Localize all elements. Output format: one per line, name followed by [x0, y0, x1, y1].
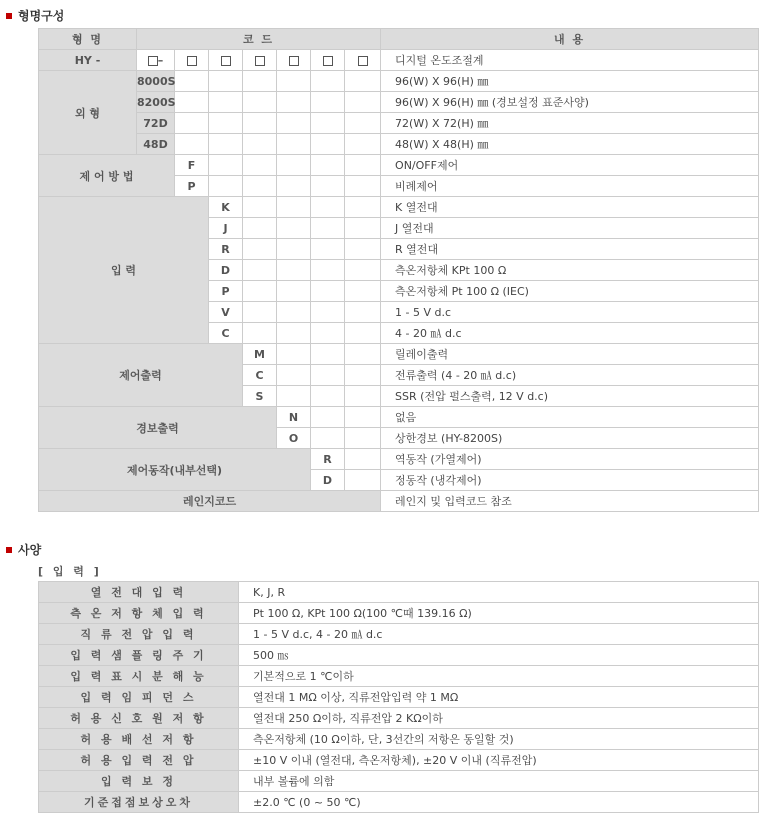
- empty-box-icon: [255, 56, 265, 66]
- spec-value: K, J, R: [239, 582, 759, 603]
- spec-value: 열전대 1 MΩ 이상, 직류전압입력 약 1 MΩ: [239, 687, 759, 708]
- code-cell: C: [209, 323, 243, 344]
- code-cell: R: [311, 449, 345, 470]
- code-cell: O: [277, 428, 311, 449]
- desc-cell: J 열전대: [381, 218, 759, 239]
- spec-row: [39, 666, 759, 687]
- code-cell: 8000S: [137, 71, 175, 92]
- spec-value: 기본적으로 1 ℃이하: [239, 666, 759, 687]
- section-title-model-text: 형명구성: [18, 9, 65, 23]
- code-cell: K: [209, 197, 243, 218]
- desc-cell: 1 - 5 V d.c: [381, 302, 759, 323]
- spec-key: 열 전 대 입 력: [39, 582, 239, 603]
- code-cell: R: [209, 239, 243, 260]
- code-cell: V: [209, 302, 243, 323]
- table-row: [39, 71, 759, 92]
- hy-code-7: [345, 50, 381, 71]
- code-cell: 72D: [137, 113, 175, 134]
- spec-row: [39, 750, 759, 771]
- group-action: 제어동작(내부선택): [39, 449, 311, 491]
- desc-cell: 96(W) X 96(H) ㎜ (경보설정 표준사양): [381, 92, 759, 113]
- desc-cell: 정동작 (냉각제어): [381, 470, 759, 491]
- desc-cell: 48(W) X 48(H) ㎜: [381, 134, 759, 155]
- spec-row: [39, 792, 759, 813]
- hy-desc: 디지털 온도조절계: [381, 50, 759, 71]
- spec-value: ±10 V 이내 (열전대, 측온저항체), ±20 V 이내 (직류전압): [239, 750, 759, 771]
- spec-value: 열전대 250 Ω이하, 직류전압 2 KΩ이하: [239, 708, 759, 729]
- desc-cell: 96(W) X 96(H) ㎜: [381, 71, 759, 92]
- empty-box-icon: [358, 56, 368, 66]
- spec-value: ±2.0 ℃ (0 ~ 50 ℃): [239, 792, 759, 813]
- hy-code-3: [209, 50, 243, 71]
- desc-cell: K 열전대: [381, 197, 759, 218]
- hy-code-2: [175, 50, 209, 71]
- table-row: [39, 407, 759, 428]
- spec-row: [39, 603, 759, 624]
- header-code: 코 드: [137, 29, 381, 50]
- spec-key: 허 용 배 선 저 항: [39, 729, 239, 750]
- hy-code-6: [311, 50, 345, 71]
- desc-cell: 72(W) X 72(H) ㎜: [381, 113, 759, 134]
- section-title-spec: [6, 541, 41, 558]
- desc-cell: 측온저항체 KPt 100 Ω: [381, 260, 759, 281]
- spec-row: [39, 729, 759, 750]
- desc-cell: R 열전대: [381, 239, 759, 260]
- group-output: 제어출력: [39, 344, 243, 407]
- table-row: [39, 92, 759, 113]
- hy-code-4: [243, 50, 277, 71]
- hy-code-1: –: [137, 50, 175, 71]
- desc-cell: ON/OFF제어: [381, 155, 759, 176]
- spec-key: 직 류 전 압 입 력: [39, 624, 239, 645]
- code-cell: P: [209, 281, 243, 302]
- bullet-icon: [6, 547, 12, 553]
- hy-row: [39, 50, 759, 71]
- spec-key: 입 력 임 피 던 스: [39, 687, 239, 708]
- table-row: [39, 134, 759, 155]
- code-cell: F: [175, 155, 209, 176]
- desc-cell: 상한경보 (HY-8200S): [381, 428, 759, 449]
- spec-key: 입 력 표 시 분 해 능: [39, 666, 239, 687]
- bullet-icon: [6, 13, 12, 19]
- spec-row: [39, 645, 759, 666]
- spec-value: 1 - 5 V d.c, 4 - 20 ㎃ d.c: [239, 624, 759, 645]
- header-row: [39, 29, 759, 50]
- desc-cell: 전류출력 (4 - 20 ㎃ d.c): [381, 365, 759, 386]
- empty-box-icon: [323, 56, 333, 66]
- empty-box-icon: [289, 56, 299, 66]
- header-content: 내 용: [381, 29, 759, 50]
- desc-cell: 측온저항체 Pt 100 Ω (IEC): [381, 281, 759, 302]
- spec-subtitle: [ 입 력 ]: [38, 565, 102, 578]
- table-row: [39, 491, 759, 512]
- spec-key: 허 용 신 호 원 저 항: [39, 708, 239, 729]
- code-cell: N: [277, 407, 311, 428]
- spec-row: [39, 582, 759, 603]
- code-cell: D: [311, 470, 345, 491]
- desc-cell: 없음: [381, 407, 759, 428]
- spec-table: [38, 581, 759, 813]
- group-shape: 외 형: [39, 71, 137, 155]
- group-control: 제 어 방 법: [39, 155, 175, 197]
- spec-value: Pt 100 Ω, KPt 100 Ω(100 ℃때 139.16 Ω): [239, 603, 759, 624]
- spec-key: 기준접점보상오차: [39, 792, 239, 813]
- spec-value: 측온저항체 (10 Ω이하, 단, 3선간의 저항은 동일할 것): [239, 729, 759, 750]
- empty-box-icon: [221, 56, 231, 66]
- spec-row: [39, 624, 759, 645]
- group-range: 레인지코드: [39, 491, 381, 512]
- code-cell: 8200S: [137, 92, 175, 113]
- empty-box-icon: [187, 56, 197, 66]
- spec-row: [39, 687, 759, 708]
- code-cell: D: [209, 260, 243, 281]
- header-model: 형 명: [39, 29, 137, 50]
- desc-cell: 4 - 20 ㎃ d.c: [381, 323, 759, 344]
- model-code-table: [38, 28, 759, 512]
- desc-cell: 릴레이출력: [381, 344, 759, 365]
- empty-box-icon: [148, 56, 158, 66]
- table-row: [39, 155, 759, 176]
- group-alarm: 경보출력: [39, 407, 277, 449]
- hy-code-5: [277, 50, 311, 71]
- desc-cell: SSR (전압 펄스출력, 12 V d.c): [381, 386, 759, 407]
- code-cell: 48D: [137, 134, 175, 155]
- desc-cell: 역동작 (가열제어): [381, 449, 759, 470]
- spec-row: [39, 771, 759, 792]
- spec-key: 입 력 샘 플 링 주 기: [39, 645, 239, 666]
- section-title-spec-text: 사양: [18, 543, 42, 557]
- spec-key: 허 용 입 력 전 압: [39, 750, 239, 771]
- hy-label: HY -: [39, 50, 137, 71]
- section-title-model: [6, 7, 64, 24]
- table-row: [39, 197, 759, 218]
- code-cell: P: [175, 176, 209, 197]
- code-cell: J: [209, 218, 243, 239]
- code-cell: C: [243, 365, 277, 386]
- code-cell: M: [243, 344, 277, 365]
- table-row: [39, 344, 759, 365]
- spec-row: [39, 708, 759, 729]
- desc-cell: 비례제어: [381, 176, 759, 197]
- desc-cell: 레인지 및 입력코드 참조: [381, 491, 759, 512]
- spec-value: 내부 볼륨에 의함: [239, 771, 759, 792]
- spec-value: 500 ㎳: [239, 645, 759, 666]
- spec-key: 측 온 저 항 체 입 력: [39, 603, 239, 624]
- table-row: [39, 449, 759, 470]
- table-row: [39, 113, 759, 134]
- spec-key: 입 력 보 정: [39, 771, 239, 792]
- group-input: 입 력: [39, 197, 209, 344]
- code-cell: S: [243, 386, 277, 407]
